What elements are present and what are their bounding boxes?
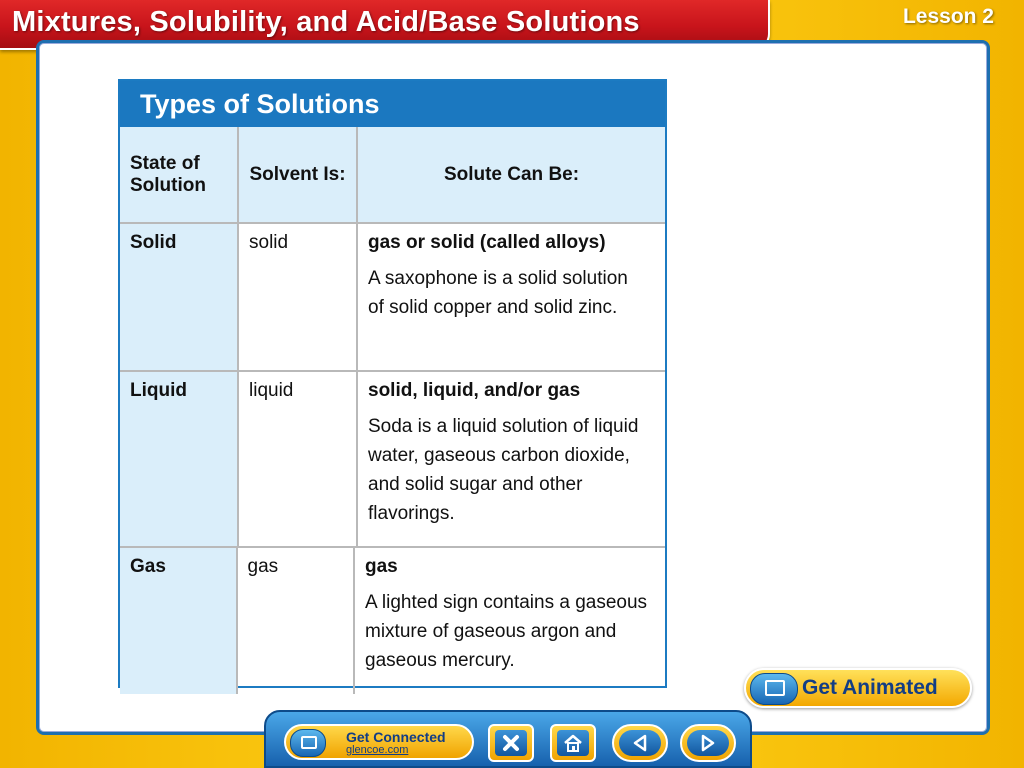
solvent-cell: liquid <box>249 380 294 401</box>
table-header-row <box>120 127 665 222</box>
navigation-bar <box>264 710 752 768</box>
page-title: Mixtures, Solubility, and Acid/Base Solutions <box>12 6 640 38</box>
close-icon <box>501 733 521 753</box>
solvent-cell: solid <box>249 232 289 253</box>
example-text: Soda is a liquid solution of liquid water, gaseous carbon dioxide, and solid sugar and other flavorings. <box>368 416 639 524</box>
header-solute: Solute Can Be: <box>443 163 580 185</box>
get-animated-button[interactable] <box>744 668 972 708</box>
table-row <box>120 222 665 370</box>
state-cell: Liquid <box>130 380 187 401</box>
solvent-cell: gas <box>247 556 279 577</box>
solute-cell: solid, liquid, and/or gas <box>368 380 581 401</box>
solute-cell: gas <box>365 556 398 577</box>
monitor-icon <box>750 673 798 705</box>
get-connected-button[interactable] <box>284 724 474 760</box>
table-row <box>120 370 665 546</box>
get-animated-label: Get Animated <box>802 676 938 699</box>
example-text: A lighted sign contains a gaseous mixture of gaseous argon and gaseous mercury. <box>365 592 648 671</box>
header-solvent: Solvent Is: <box>239 127 358 222</box>
monitor-icon <box>290 729 326 757</box>
get-connected-url[interactable]: glencoe.com <box>346 744 409 756</box>
next-button[interactable] <box>680 724 736 762</box>
table-row <box>120 546 665 694</box>
state-cell: Gas <box>130 556 166 577</box>
solutions-table <box>118 79 667 688</box>
home-icon <box>562 733 584 753</box>
get-connected-label: Get Connected <box>346 729 446 745</box>
home-button[interactable] <box>550 724 596 762</box>
next-arrow-icon <box>699 734 717 752</box>
solute-cell: gas or solid (called alloys) <box>368 232 606 253</box>
header-state: State of Solution <box>120 127 239 222</box>
example-text: A saxophone is a solid solution of solid copper and solid zinc. <box>368 268 628 318</box>
close-button[interactable] <box>488 724 534 762</box>
previous-button[interactable] <box>612 724 668 762</box>
lesson-label: Lesson 2 <box>902 5 994 28</box>
table-title: Types of Solutions <box>120 81 665 127</box>
previous-arrow-icon <box>631 734 649 752</box>
state-cell: Solid <box>130 232 177 253</box>
